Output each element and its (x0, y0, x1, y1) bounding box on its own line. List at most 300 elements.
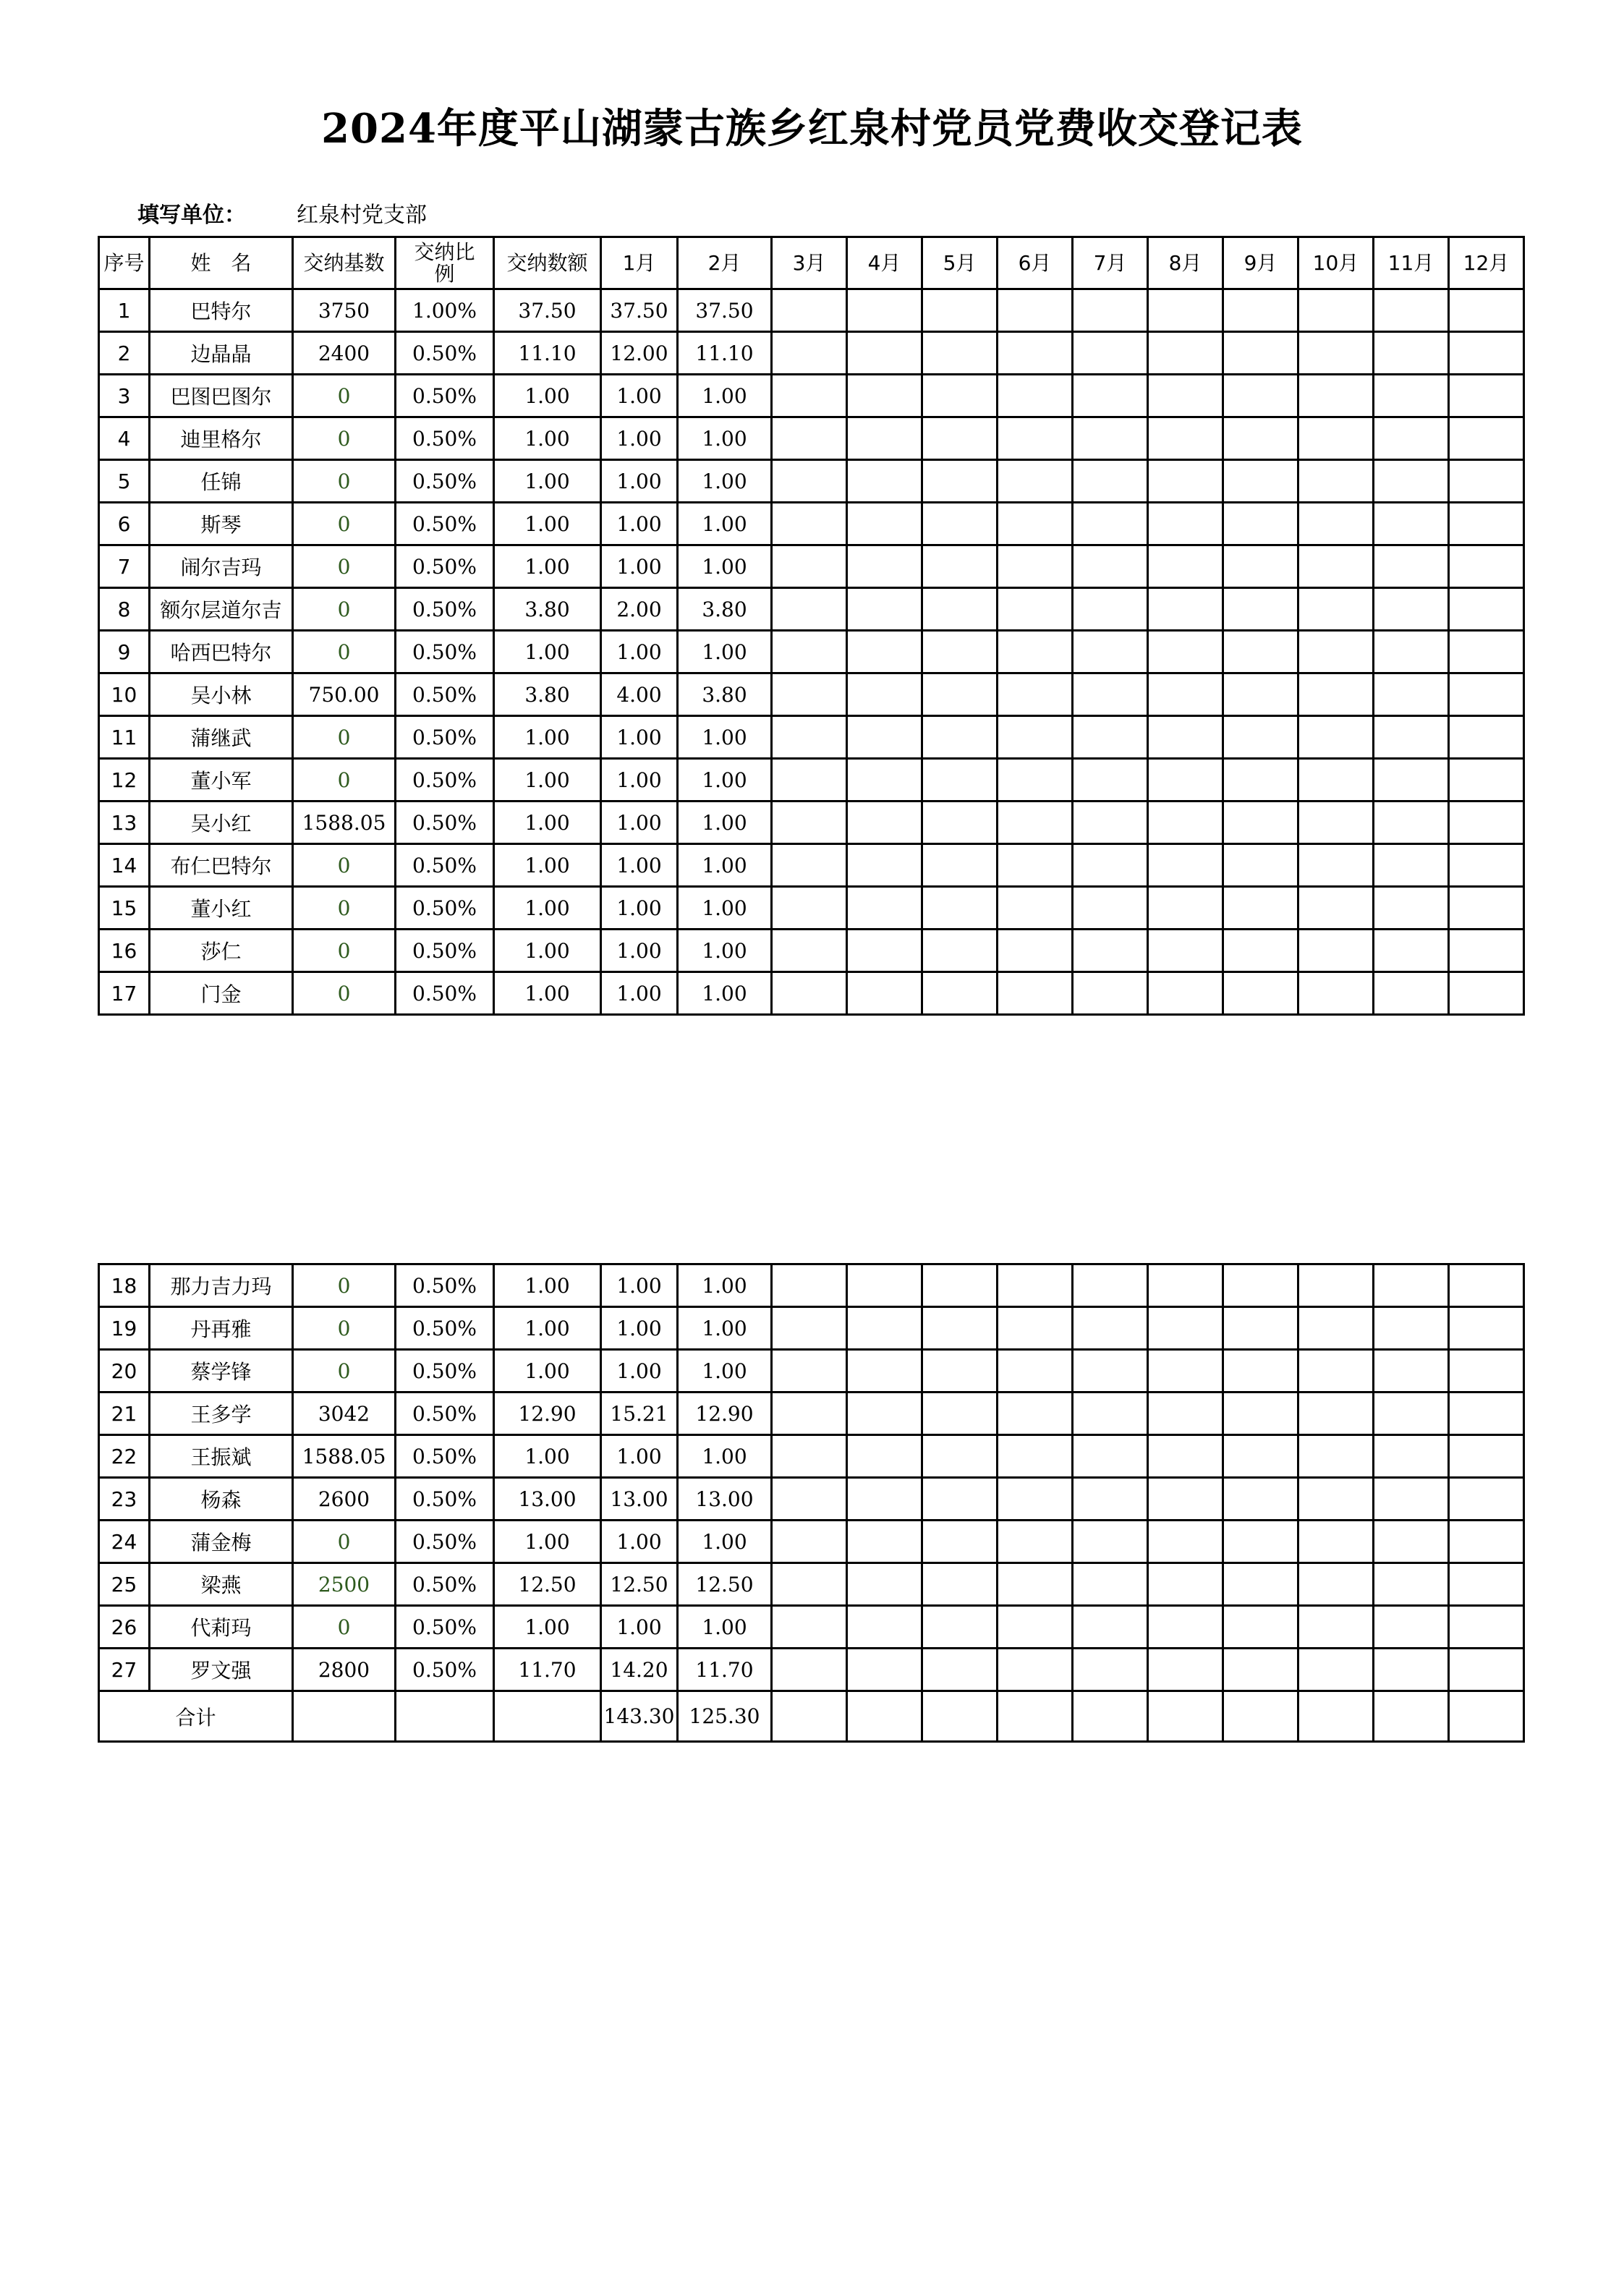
month-8-cell (1148, 759, 1223, 802)
seq-cell: 5 (99, 460, 150, 503)
base-cell: 750.00 (293, 673, 396, 716)
base-cell: 1588.05 (293, 802, 396, 844)
month-9-cell (1223, 1307, 1298, 1350)
amount-cell: 1.00 (494, 802, 601, 844)
table-row (99, 417, 1524, 460)
month-6-cell (998, 1521, 1073, 1563)
month-8-cell (1148, 503, 1223, 545)
base-cell: 0 (293, 716, 396, 759)
month-4-cell (847, 1435, 922, 1478)
month-3-cell (772, 588, 847, 631)
month-11-cell (1374, 503, 1449, 545)
month-6-cell (998, 1563, 1073, 1606)
table-row (99, 759, 1524, 802)
base-cell: 1588.05 (293, 1435, 396, 1478)
base-cell: 0 (293, 1521, 396, 1563)
month-5-cell (922, 759, 998, 802)
month-12-cell (1449, 1563, 1524, 1606)
amount-cell: 1.00 (494, 460, 601, 503)
table-row (99, 460, 1524, 503)
month-12-cell (1449, 1435, 1524, 1478)
seq-cell: 2 (99, 332, 150, 375)
header-month-11: 11月 (1374, 237, 1449, 289)
header-month-2: 2月 (678, 237, 772, 289)
month-6-cell (998, 545, 1073, 588)
month-5-cell (922, 802, 998, 844)
month-1-cell: 1.00 (601, 503, 678, 545)
month-12-cell (1449, 503, 1524, 545)
month-2-cell: 1.00 (678, 802, 772, 844)
month-12-cell (1449, 1307, 1524, 1350)
name-cell: 罗文强 (150, 1649, 293, 1691)
month-1-cell: 1.00 (601, 802, 678, 844)
amount-cell: 1.00 (494, 972, 601, 1015)
month-9-cell (1223, 716, 1298, 759)
month-12-cell (1449, 1521, 1524, 1563)
ratio-cell: 0.50% (396, 1350, 494, 1393)
table-row (99, 375, 1524, 417)
month-6-cell (998, 1435, 1073, 1478)
month-4-cell (847, 460, 922, 503)
month-7-cell (1073, 460, 1148, 503)
month-12-cell (1449, 375, 1524, 417)
name-cell: 蒲继武 (150, 716, 293, 759)
header-month-4: 4月 (847, 237, 922, 289)
month-5-cell (922, 1264, 998, 1307)
month-10-cell (1298, 1264, 1374, 1307)
month-4-cell (847, 1393, 922, 1435)
ratio-cell: 0.50% (396, 1563, 494, 1606)
month-11-cell (1374, 1521, 1449, 1563)
amount-cell: 13.00 (494, 1478, 601, 1521)
table-row (99, 289, 1524, 332)
month-6-cell (998, 375, 1073, 417)
ratio-cell: 0.50% (396, 1307, 494, 1350)
month-4-cell (847, 375, 922, 417)
base-cell: 0 (293, 1264, 396, 1307)
month-3-cell (772, 1563, 847, 1606)
month-2-cell: 11.70 (678, 1649, 772, 1691)
month-3-cell (772, 972, 847, 1015)
month-7-cell (1073, 1521, 1148, 1563)
table-row (99, 887, 1524, 930)
month-7-cell (1073, 289, 1148, 332)
month-4-cell (847, 588, 922, 631)
month-12-cell (1449, 332, 1524, 375)
amount-cell: 37.50 (494, 289, 601, 332)
month-3-cell (772, 1264, 847, 1307)
month-10-cell (1298, 332, 1374, 375)
month-10-cell (1298, 503, 1374, 545)
month-7-cell (1073, 1435, 1148, 1478)
month-2-cell: 1.00 (678, 375, 772, 417)
total-amount-cell (494, 1691, 601, 1742)
month-5-cell (922, 1606, 998, 1649)
name-cell: 哈西巴特尔 (150, 631, 293, 673)
base-cell: 2500 (293, 1563, 396, 1606)
month-11-cell (1374, 1435, 1449, 1478)
month-12-cell (1449, 289, 1524, 332)
month-6-cell (998, 844, 1073, 887)
month-10-cell (1298, 1435, 1374, 1478)
base-cell: 0 (293, 1350, 396, 1393)
seq-cell: 25 (99, 1563, 150, 1606)
month-1-cell: 1.00 (601, 631, 678, 673)
month-11-cell (1374, 289, 1449, 332)
month-1-cell: 1.00 (601, 972, 678, 1015)
table-row (99, 716, 1524, 759)
name-cell: 蔡学锋 (150, 1350, 293, 1393)
month-9-cell (1223, 802, 1298, 844)
month-9-cell (1223, 1649, 1298, 1691)
table-row (99, 545, 1524, 588)
base-cell: 3750 (293, 289, 396, 332)
month-6-cell (998, 930, 1073, 972)
month-1-cell: 1.00 (601, 460, 678, 503)
ratio-cell: 0.50% (396, 844, 494, 887)
month-4-cell (847, 930, 922, 972)
ratio-cell: 0.50% (396, 631, 494, 673)
month-12-cell (1449, 1350, 1524, 1393)
ratio-cell: 0.50% (396, 930, 494, 972)
month-6-cell (998, 759, 1073, 802)
month-5-cell (922, 1350, 998, 1393)
month-6-cell (998, 1649, 1073, 1691)
ratio-cell: 0.50% (396, 972, 494, 1015)
name-cell: 莎仁 (150, 930, 293, 972)
month-5-cell (922, 588, 998, 631)
month-10-cell (1298, 972, 1374, 1015)
month-3-cell (772, 1649, 847, 1691)
month-2-cell: 37.50 (678, 289, 772, 332)
header-month-5: 5月 (922, 237, 998, 289)
table-row (99, 1606, 1524, 1649)
seq-cell: 24 (99, 1521, 150, 1563)
ratio-cell: 0.50% (396, 1478, 494, 1521)
month-5-cell (922, 1393, 998, 1435)
month-8-cell (1148, 1307, 1223, 1350)
month-8-cell (1148, 716, 1223, 759)
amount-cell: 1.00 (494, 503, 601, 545)
month-3-cell (772, 844, 847, 887)
amount-cell: 12.90 (494, 1393, 601, 1435)
total-base-cell (293, 1691, 396, 1742)
seq-cell: 8 (99, 588, 150, 631)
month-9-cell (1223, 673, 1298, 716)
seq-cell: 7 (99, 545, 150, 588)
month-1-cell: 15.21 (601, 1393, 678, 1435)
amount-cell: 1.00 (494, 930, 601, 972)
seq-cell: 9 (99, 631, 150, 673)
month-3-cell (772, 503, 847, 545)
month-10-cell (1298, 1478, 1374, 1521)
amount-cell: 3.80 (494, 588, 601, 631)
month-1-cell: 12.00 (601, 332, 678, 375)
month-8-cell (1148, 1435, 1223, 1478)
month-2-cell: 1.00 (678, 503, 772, 545)
month-9-cell (1223, 332, 1298, 375)
header-month-3: 3月 (772, 237, 847, 289)
month-8-cell (1148, 588, 1223, 631)
month-3-cell (772, 289, 847, 332)
ratio-cell: 0.50% (396, 1264, 494, 1307)
month-3-cell (772, 1521, 847, 1563)
month-6-cell (998, 887, 1073, 930)
unit-label: 填写单位： (137, 203, 246, 228)
month-1-cell: 1.00 (601, 930, 678, 972)
table-row (99, 1478, 1524, 1521)
table-row (99, 503, 1524, 545)
month-3-cell (772, 417, 847, 460)
total-month-6 (998, 1691, 1073, 1742)
month-11-cell (1374, 1350, 1449, 1393)
month-2-cell: 3.80 (678, 588, 772, 631)
amount-cell: 1.00 (494, 631, 601, 673)
month-9-cell (1223, 1393, 1298, 1435)
month-9-cell (1223, 759, 1298, 802)
month-10-cell (1298, 588, 1374, 631)
total-ratio-cell (396, 1691, 494, 1742)
seq-cell: 10 (99, 673, 150, 716)
month-10-cell (1298, 887, 1374, 930)
base-cell: 2400 (293, 332, 396, 375)
month-6-cell (998, 289, 1073, 332)
month-3-cell (772, 930, 847, 972)
month-8-cell (1148, 289, 1223, 332)
month-11-cell (1374, 844, 1449, 887)
month-3-cell (772, 802, 847, 844)
total-month-8 (1148, 1691, 1223, 1742)
header-seq: 序号 (99, 237, 150, 289)
month-1-cell: 14.20 (601, 1649, 678, 1691)
amount-cell: 1.00 (494, 1307, 601, 1350)
amount-cell: 1.00 (494, 1264, 601, 1307)
month-1-cell: 1.00 (601, 1307, 678, 1350)
ratio-cell: 0.50% (396, 716, 494, 759)
amount-cell: 1.00 (494, 375, 601, 417)
header-name: 姓 名 (150, 237, 293, 289)
month-12-cell (1449, 1649, 1524, 1691)
name-cell: 斯琴 (150, 503, 293, 545)
month-5-cell (922, 503, 998, 545)
month-5-cell (922, 1521, 998, 1563)
month-2-cell: 1.00 (678, 460, 772, 503)
month-9-cell (1223, 460, 1298, 503)
month-11-cell (1374, 972, 1449, 1015)
name-cell: 董小红 (150, 887, 293, 930)
seq-cell: 23 (99, 1478, 150, 1521)
name-cell: 巴图巴图尔 (150, 375, 293, 417)
month-10-cell (1298, 1521, 1374, 1563)
month-8-cell (1148, 802, 1223, 844)
table-row (99, 930, 1524, 972)
header-month-9: 9月 (1223, 237, 1298, 289)
month-7-cell (1073, 1478, 1148, 1521)
base-cell: 0 (293, 460, 396, 503)
month-4-cell (847, 503, 922, 545)
month-3-cell (772, 1393, 847, 1435)
name-cell: 丹再雅 (150, 1307, 293, 1350)
month-9-cell (1223, 930, 1298, 972)
month-5-cell (922, 972, 998, 1015)
month-11-cell (1374, 631, 1449, 673)
month-8-cell (1148, 460, 1223, 503)
month-5-cell (922, 545, 998, 588)
month-7-cell (1073, 1264, 1148, 1307)
base-cell: 0 (293, 887, 396, 930)
month-6-cell (998, 417, 1073, 460)
month-11-cell (1374, 673, 1449, 716)
month-5-cell (922, 1563, 998, 1606)
base-cell: 3042 (293, 1393, 396, 1435)
month-5-cell (922, 887, 998, 930)
month-5-cell (922, 930, 998, 972)
month-9-cell (1223, 1563, 1298, 1606)
month-3-cell (772, 887, 847, 930)
amount-cell: 1.00 (494, 1521, 601, 1563)
name-cell: 吴小林 (150, 673, 293, 716)
month-9-cell (1223, 1606, 1298, 1649)
month-12-cell (1449, 972, 1524, 1015)
seq-cell: 6 (99, 503, 150, 545)
month-3-cell (772, 673, 847, 716)
month-9-cell (1223, 503, 1298, 545)
month-10-cell (1298, 631, 1374, 673)
month-11-cell (1374, 1563, 1449, 1606)
seq-cell: 3 (99, 375, 150, 417)
ratio-cell: 0.50% (396, 887, 494, 930)
ratio-cell: 0.50% (396, 503, 494, 545)
month-2-cell: 1.00 (678, 1606, 772, 1649)
month-7-cell (1073, 673, 1148, 716)
month-11-cell (1374, 802, 1449, 844)
month-2-cell: 1.00 (678, 1435, 772, 1478)
month-5-cell (922, 844, 998, 887)
table-row (99, 1521, 1524, 1563)
month-6-cell (998, 460, 1073, 503)
month-6-cell (998, 1393, 1073, 1435)
month-6-cell (998, 1350, 1073, 1393)
seq-cell: 17 (99, 972, 150, 1015)
month-4-cell (847, 1606, 922, 1649)
total-month-10 (1298, 1691, 1374, 1742)
header-row (99, 237, 1524, 289)
month-9-cell (1223, 1435, 1298, 1478)
month-5-cell (922, 673, 998, 716)
month-4-cell (847, 759, 922, 802)
seq-cell: 4 (99, 417, 150, 460)
month-9-cell (1223, 844, 1298, 887)
month-9-cell (1223, 1350, 1298, 1393)
month-10-cell (1298, 1563, 1374, 1606)
ratio-cell: 0.50% (396, 1521, 494, 1563)
month-1-cell: 1.00 (601, 844, 678, 887)
month-7-cell (1073, 503, 1148, 545)
month-1-cell: 4.00 (601, 673, 678, 716)
month-2-cell: 12.90 (678, 1393, 772, 1435)
month-9-cell (1223, 1478, 1298, 1521)
total-month-4 (847, 1691, 922, 1742)
amount-cell: 12.50 (494, 1563, 601, 1606)
total-row (99, 1691, 1524, 1742)
month-8-cell (1148, 417, 1223, 460)
amount-cell: 1.00 (494, 887, 601, 930)
month-1-cell: 1.00 (601, 1264, 678, 1307)
month-11-cell (1374, 1264, 1449, 1307)
month-1-cell: 1.00 (601, 759, 678, 802)
amount-cell: 3.80 (494, 673, 601, 716)
table-row (99, 1264, 1524, 1307)
name-cell: 门金 (150, 972, 293, 1015)
total-label: 合计 (99, 1691, 293, 1742)
month-11-cell (1374, 545, 1449, 588)
month-10-cell (1298, 289, 1374, 332)
name-cell: 额尔层道尔吉 (150, 588, 293, 631)
month-12-cell (1449, 545, 1524, 588)
month-4-cell (847, 1563, 922, 1606)
table-row (99, 1435, 1524, 1478)
month-10-cell (1298, 1649, 1374, 1691)
total-month-11 (1374, 1691, 1449, 1742)
month-6-cell (998, 588, 1073, 631)
base-cell: 0 (293, 1307, 396, 1350)
month-11-cell (1374, 930, 1449, 972)
seq-cell: 12 (99, 759, 150, 802)
month-12-cell (1449, 1606, 1524, 1649)
month-2-cell: 13.00 (678, 1478, 772, 1521)
month-1-cell: 2.00 (601, 588, 678, 631)
month-6-cell (998, 673, 1073, 716)
name-cell: 杨森 (150, 1478, 293, 1521)
month-11-cell (1374, 1393, 1449, 1435)
month-2-cell: 1.00 (678, 844, 772, 887)
month-6-cell (998, 1606, 1073, 1649)
total-month-5 (922, 1691, 998, 1742)
month-4-cell (847, 1307, 922, 1350)
table-row (99, 1307, 1524, 1350)
month-9-cell (1223, 1264, 1298, 1307)
ratio-cell: 0.50% (396, 545, 494, 588)
base-cell: 2800 (293, 1649, 396, 1691)
month-3-cell (772, 1350, 847, 1393)
month-9-cell (1223, 588, 1298, 631)
month-12-cell (1449, 716, 1524, 759)
month-10-cell (1298, 802, 1374, 844)
month-8-cell (1148, 1521, 1223, 1563)
month-7-cell (1073, 588, 1148, 631)
ratio-cell: 0.50% (396, 417, 494, 460)
month-3-cell (772, 1307, 847, 1350)
base-cell: 0 (293, 844, 396, 887)
month-3-cell (772, 375, 847, 417)
month-5-cell (922, 332, 998, 375)
header-month-7: 7月 (1073, 237, 1148, 289)
month-2-cell: 1.00 (678, 1350, 772, 1393)
month-4-cell (847, 289, 922, 332)
month-11-cell (1374, 1606, 1449, 1649)
month-7-cell (1073, 1307, 1148, 1350)
seq-cell: 26 (99, 1606, 150, 1649)
base-cell: 2600 (293, 1478, 396, 1521)
header-ratio: 交纳比例 (396, 237, 494, 289)
month-12-cell (1449, 631, 1524, 673)
header-month-1: 1月 (601, 237, 678, 289)
base-cell: 0 (293, 1606, 396, 1649)
seq-cell: 19 (99, 1307, 150, 1350)
month-5-cell (922, 375, 998, 417)
month-6-cell (998, 972, 1073, 1015)
month-4-cell (847, 802, 922, 844)
